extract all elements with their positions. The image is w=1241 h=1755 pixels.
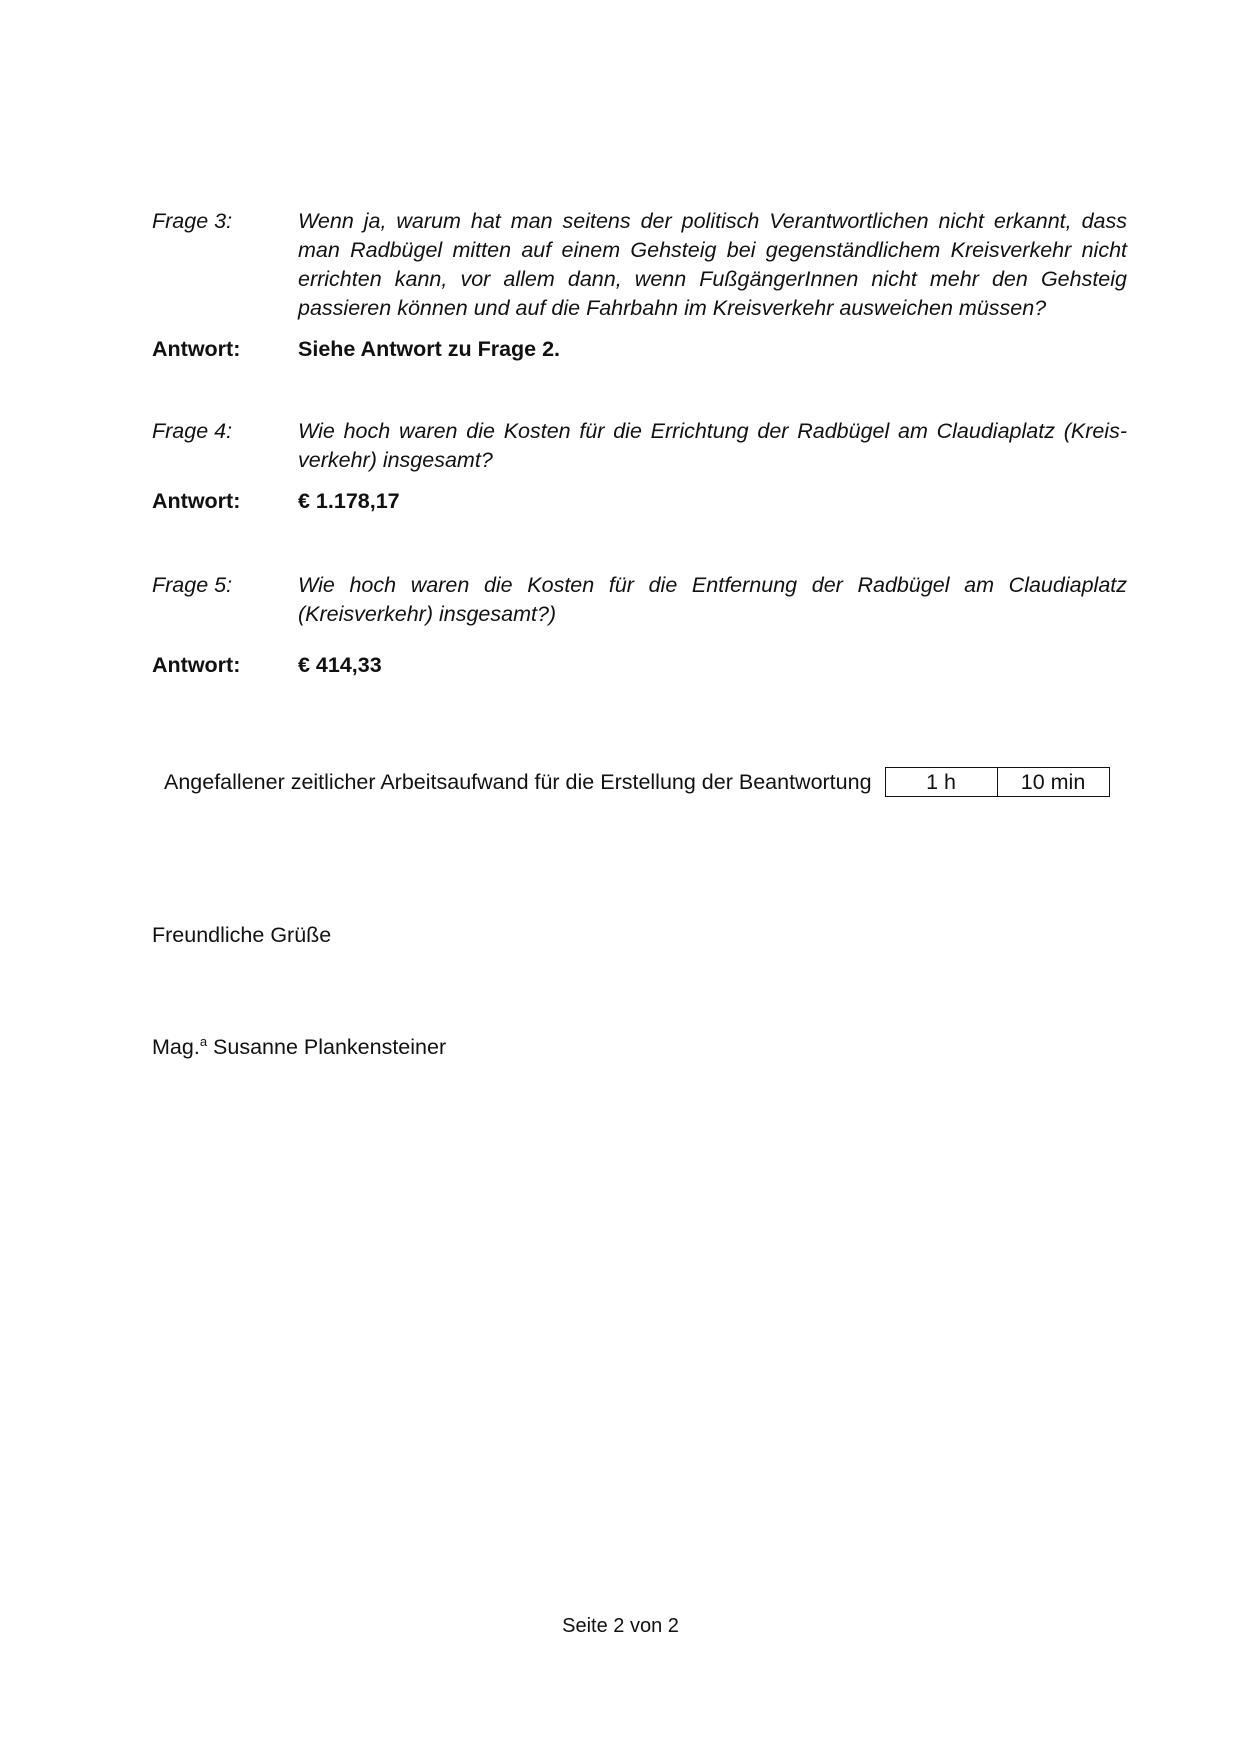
question-text: Wenn ja, warum hat man seitens der politisch Verantwortlichen nicht erkannt, dass man Radbügel mitten auf einem Gehsteig bei gegenständlichem Kreisverkehr nicht errichten kann, vor allem dann, wenn FußgängerInnen nicht mehr den Gehsteig passieren können und auf die Fahrbahn im Kreisverkehr ausweichen müssen? xyxy=(298,209,1127,320)
answer-text: Siehe Antwort zu Frage 2. xyxy=(298,337,561,361)
question-label: Frage 4: xyxy=(152,419,233,443)
answer-row xyxy=(152,651,1127,680)
answer-row xyxy=(152,487,1127,516)
effort-table xyxy=(885,767,1110,797)
answer-row xyxy=(152,335,1127,364)
question-label: Frage 3: xyxy=(152,209,233,233)
closing-greeting: Freundliche Grüße xyxy=(152,923,332,947)
effort-hours: 1 h xyxy=(926,770,956,794)
answer-label: Antwort: xyxy=(152,653,241,677)
effort-label: Angefallener zeitlicher Arbeitsaufwand für die Erstellung der Beantwortung xyxy=(164,769,872,794)
answer-text: € 414,33 xyxy=(298,653,382,677)
question-row xyxy=(152,207,1127,323)
question-text: Wie hoch waren die Kosten für die Entfernung der Radbügel am Claudiaplatz (Kreisverkehr) insgesamt?) xyxy=(298,573,1127,626)
answer-label: Antwort: xyxy=(152,337,241,361)
question-row xyxy=(152,417,1127,475)
qa-frage-5 xyxy=(152,571,1127,680)
signature-line xyxy=(152,1033,446,1062)
page-footer: Seite 2 von 2 xyxy=(562,1615,679,1637)
effort-summary xyxy=(164,767,1110,797)
question-row xyxy=(152,571,1127,629)
qa-frage-3 xyxy=(152,207,1127,364)
qa-frage-4 xyxy=(152,417,1127,516)
effort-minutes: 10 min xyxy=(997,768,1109,796)
signature-name: Susanne Plankensteiner xyxy=(213,1035,447,1059)
question-label: Frage 5: xyxy=(152,573,233,597)
question-text: Wie hoch waren die Kosten für die Errichtung der Radbügel am Claudiaplatz (Kreis-verkehr) insgesamt? xyxy=(298,419,1127,472)
signature-superscript: a xyxy=(199,1033,208,1049)
answer-text: € 1.178,17 xyxy=(298,489,400,513)
answer-label: Antwort: xyxy=(152,489,241,513)
signature-prefix: Mag. xyxy=(152,1035,200,1059)
